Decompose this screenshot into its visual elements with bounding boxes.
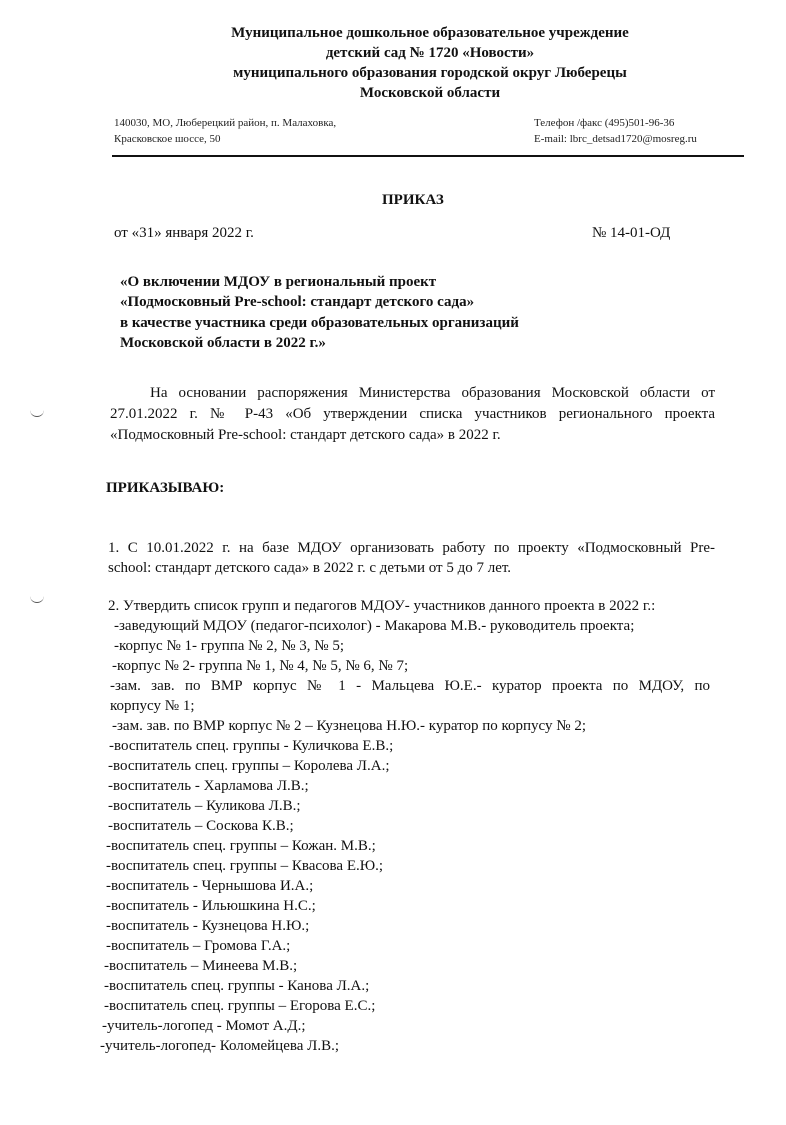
basis-line: 27.01.2022 г. № Р-43 «Об утверждении списка участников регионального проекта bbox=[110, 406, 715, 422]
list-item: -воспитатель - Ильюшкина Н.С.; bbox=[106, 898, 316, 914]
list-item: -воспитатель спец. группы – Егорова Е.С.; bbox=[104, 998, 376, 1014]
subject-line: «Подмосковный Pre-school: стандарт детского сада» bbox=[120, 294, 475, 310]
order-date: от «31» января 2022 г. bbox=[114, 225, 254, 241]
list-item: -зам. зав. по ВМР корпус № 2 – Кузнецова Н.Ю.- куратор по корпусу № 2; bbox=[112, 718, 586, 734]
list-item: -воспитатель - Чернышова И.А.; bbox=[106, 878, 314, 894]
header-divider bbox=[112, 155, 744, 157]
list-item: -заведующий МДОУ (педагог-психолог) - Макарова М.В.- руководитель проекта; bbox=[114, 618, 635, 634]
list-item: -зам. зав. по ВМР корпус № 1 - Мальцева Ю.Е.- куратор проекта по МДОУ, по bbox=[110, 678, 710, 694]
item2-title: 2. Утвердить список групп и педагогов МДОУ- участников данного проекта в 2022 г.: bbox=[108, 598, 656, 614]
list-item: -корпус № 2- группа № 1, № 4, № 5, № 6, № 7; bbox=[112, 658, 409, 674]
list-item: -воспитатель спец. группы – Кожан. М.В.; bbox=[106, 838, 376, 854]
phone-fax: Телефон /факс (495)501-96-36 bbox=[534, 117, 675, 129]
basis-line: «Подмосковный Pre-school: стандарт детского сада» в 2022 г. bbox=[110, 427, 501, 443]
email: E-mail: lbrc_detsad1720@mosreg.ru bbox=[534, 133, 697, 145]
item1-line: 1. С 10.01.2022 г. на базе МДОУ организовать работу по проекту «Подмосковный Pre- bbox=[108, 540, 715, 556]
org-name-line4: Московской области bbox=[359, 85, 501, 101]
list-item: -воспитатель – Громова Г.А.; bbox=[106, 938, 291, 954]
list-item: -воспитатель – Минеева М.В.; bbox=[104, 958, 298, 974]
org-name-line3: муниципального образования городской округ Люберецы bbox=[233, 65, 627, 81]
list-item: -воспитатель спец. группы - Куличкова Е.В.; bbox=[109, 738, 394, 754]
basis-line: На основании распоряжения Министерства образования Московской области от bbox=[150, 385, 715, 401]
list-item: -учитель-логопед - Момот А.Д.; bbox=[102, 1018, 306, 1034]
subject-line: «О включении МДОУ в региональный проект bbox=[120, 274, 437, 290]
list-item: корпусу № 1; bbox=[110, 698, 195, 714]
subject-line: в качестве участника среди образовательных организаций bbox=[120, 315, 519, 331]
punch-mark bbox=[30, 596, 44, 603]
list-item: -воспитатель спец. группы – Квасова Е.Ю.; bbox=[106, 858, 384, 874]
list-item: -учитель-логопед- Коломейцева Л.В.; bbox=[100, 1038, 339, 1054]
address-line2: Красковское шоссе, 50 bbox=[114, 133, 221, 145]
list-item: -воспитатель спец. группы - Канова Л.А.; bbox=[104, 978, 370, 994]
list-item: -корпус № 1- группа № 2, № 3, № 5; bbox=[114, 638, 345, 654]
list-item: -воспитатель - Кузнецова Н.Ю.; bbox=[106, 918, 310, 934]
punch-mark bbox=[30, 410, 44, 417]
order-title: ПРИКАЗ bbox=[382, 192, 444, 208]
decree-word: ПРИКАЗЫВАЮ: bbox=[106, 480, 225, 496]
list-item: -воспитатель – Соскова К.В.; bbox=[108, 818, 294, 834]
address-line1: 140030, МО, Люберецкий район, п. Малаховка, bbox=[114, 117, 337, 129]
order-number: № 14-01-ОД bbox=[592, 225, 671, 241]
item1-line: school: стандарт детского сада» в 2022 г. с детьми от 5 до 7 лет. bbox=[108, 560, 512, 576]
list-item: -воспитатель спец. группы – Королева Л.А.; bbox=[108, 758, 390, 774]
subject-line: Московской области в 2022 г.» bbox=[120, 335, 326, 351]
list-item: -воспитатель – Куликова Л.В.; bbox=[108, 798, 301, 814]
list-item: -воспитатель - Харламова Л.В.; bbox=[108, 778, 309, 794]
org-name-line2: детский сад № 1720 «Новости» bbox=[325, 45, 535, 61]
org-name-line1: Муниципальное дошкольное образовательное учреждение bbox=[231, 25, 629, 41]
